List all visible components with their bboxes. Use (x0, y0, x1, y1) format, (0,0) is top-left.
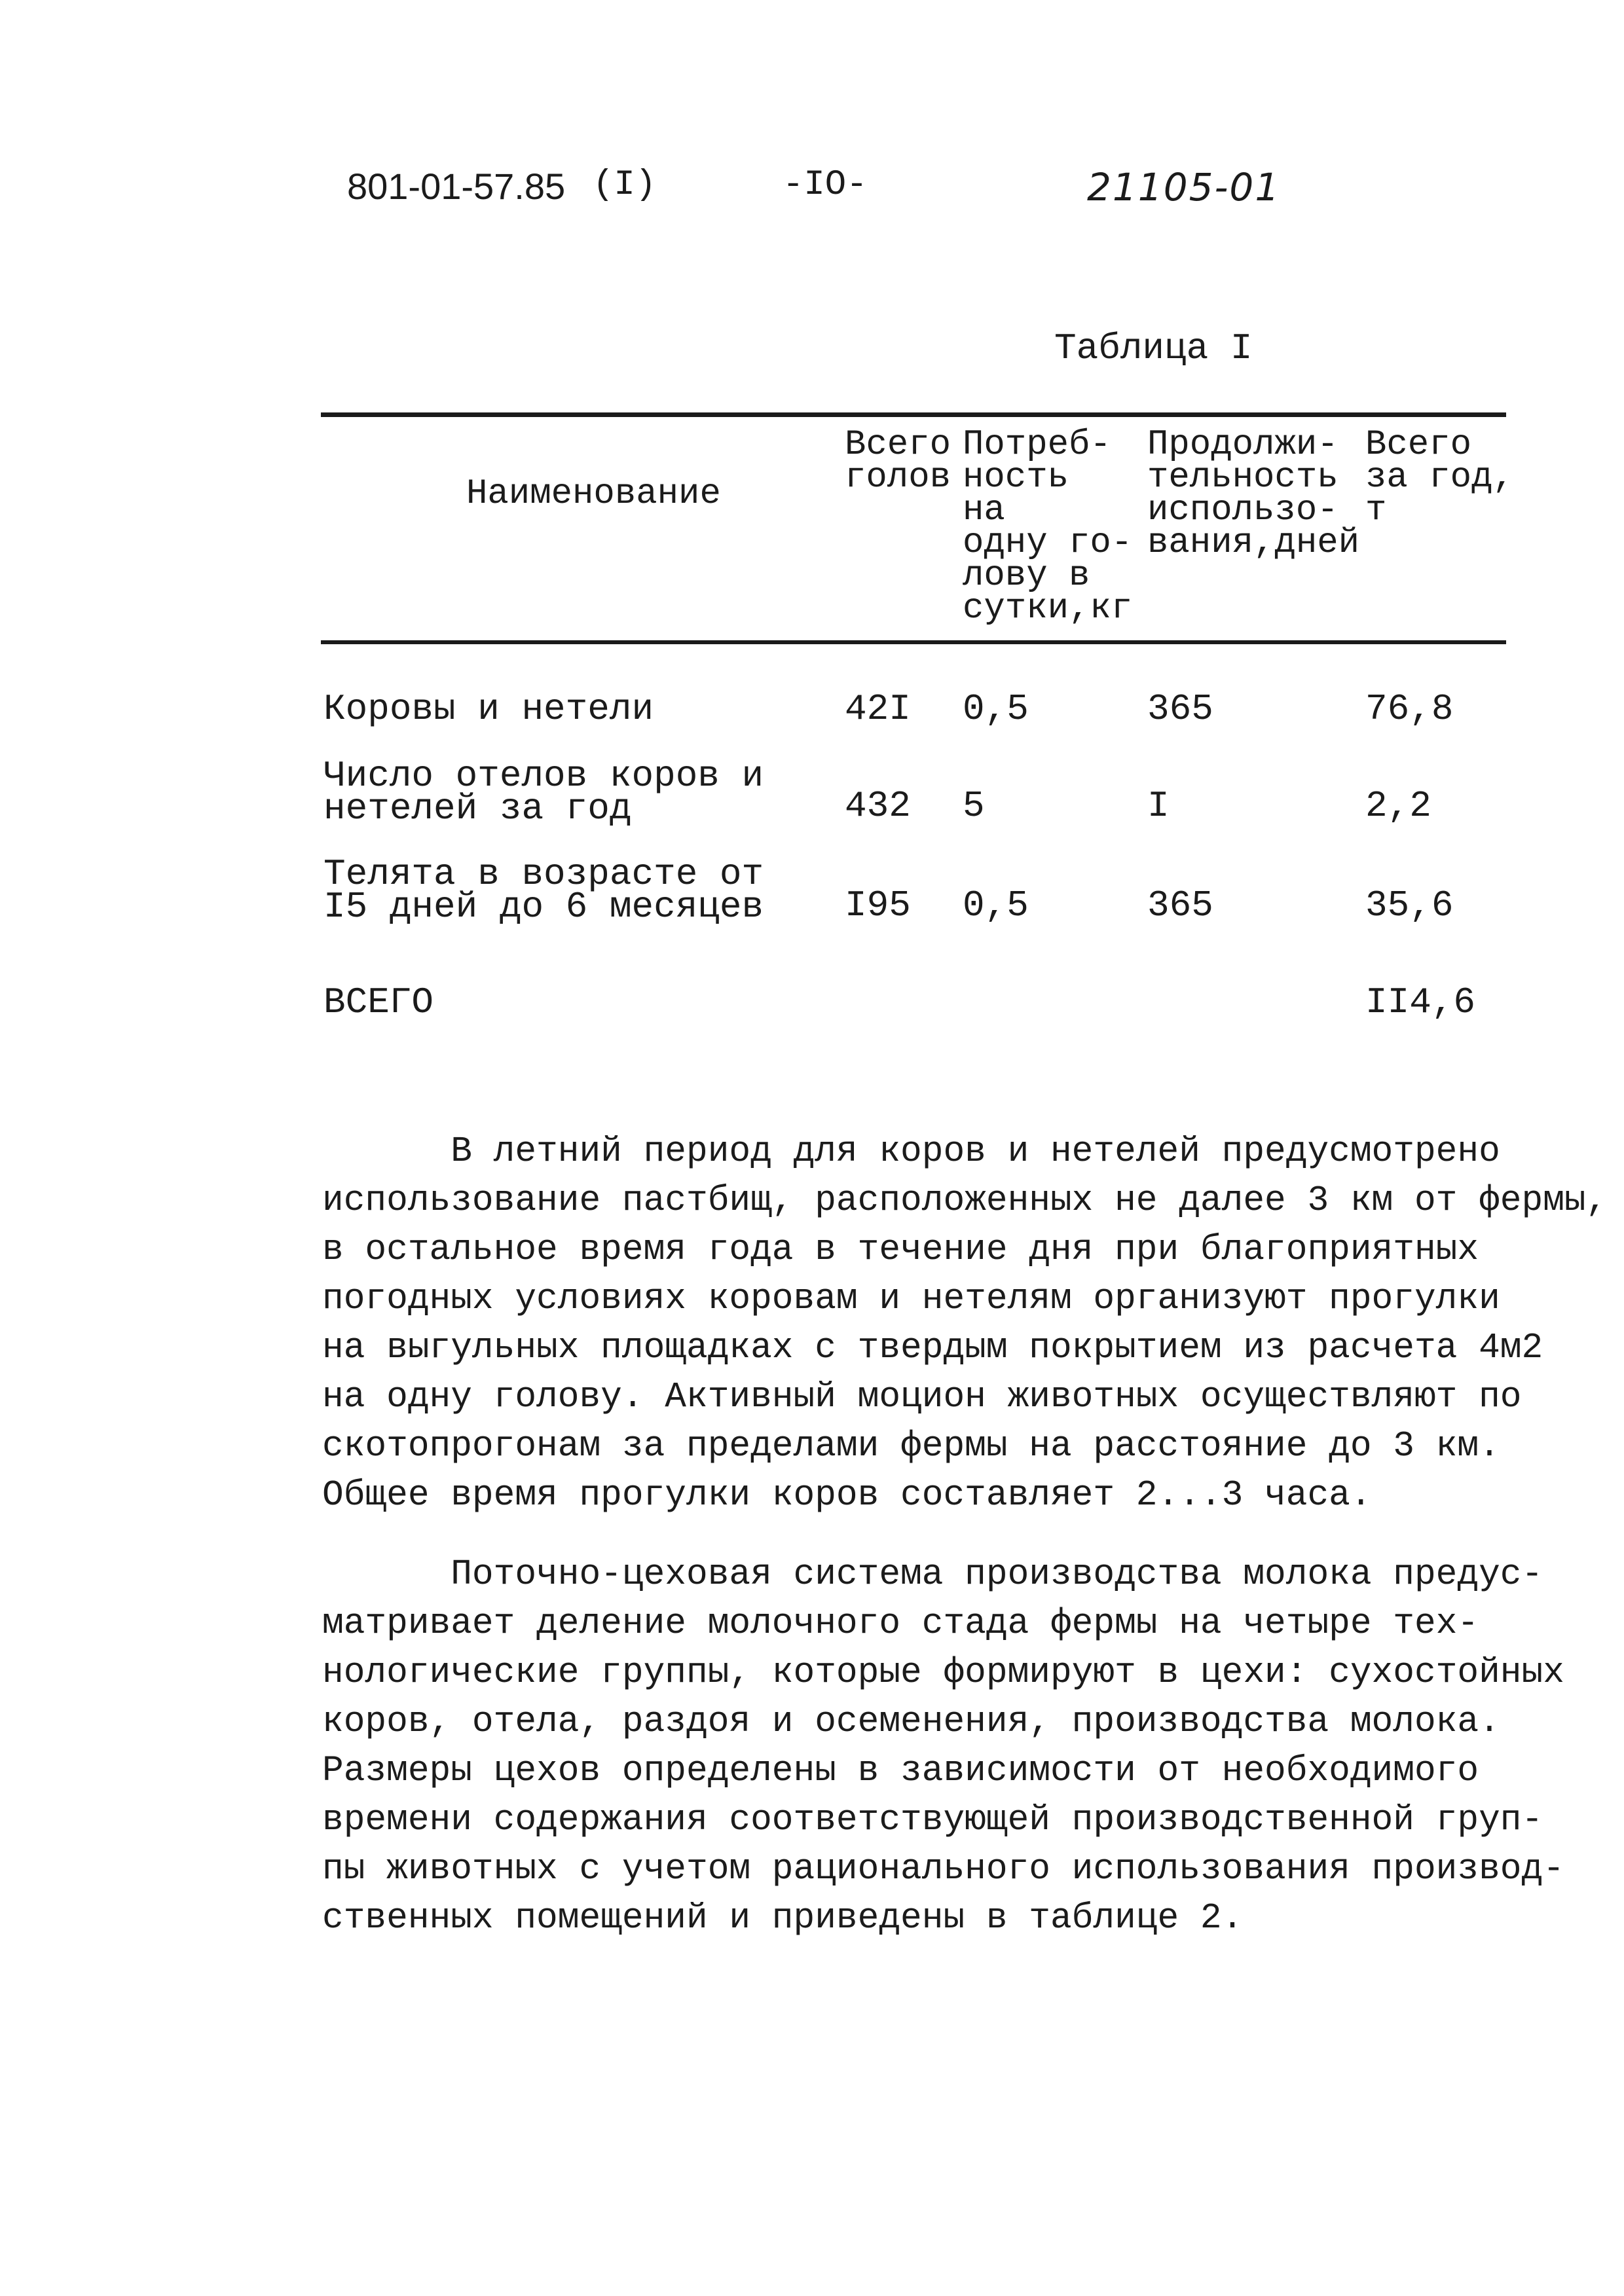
page-number: -IO- (783, 165, 868, 205)
handwritten-code: 21105-01 (1087, 165, 1281, 210)
row-name: Число отелов коров и нетелей за год (323, 755, 764, 829)
table-header-rule (321, 640, 1506, 644)
row-total: 2,2 (1365, 785, 1431, 827)
total-value: II4,6 (1365, 981, 1476, 1023)
paragraph-pasture: В летний период для коров и нетелей предусмотрено использование пастбищ, расположенных не далее 3 км от фермы, в остальное время года в течение дня при благоприятных погодных условиях коровам и нетелям организуют прогулки на выгульных площадках с твердым покрытием из расчета 4м2 на одну голову. Активный моцион животных осуществляют по скотопрогонам за пределами фермы на расстояние до 3 км. Общее время прогулки коров составляет 2...3 часа. (322, 1132, 1608, 1516)
row-total: 35,6 (1365, 884, 1454, 926)
table-caption: Таблица I (1054, 327, 1253, 369)
row-days: 365 (1147, 688, 1213, 730)
row-name: Телята в возрасте от I5 дней до 6 месяцев (323, 853, 764, 928)
column-header-heads: Всего голов (845, 425, 951, 498)
row-norm: 0,5 (963, 884, 1029, 926)
row-days: 365 (1147, 884, 1213, 926)
row-name: Коровы и нетели (323, 688, 654, 730)
table-top-rule (321, 412, 1506, 417)
row-days: I (1147, 785, 1170, 827)
document-code: 801-01-57.85 (347, 166, 566, 207)
paragraph-workshop-system: Поточно-цеховая система производства молока предус- матривает деление молочного стада фермы на четыре тех- нологические группы, которые формируют в цехи: сухостойных коров, отела, раздоя и осеменения, производства молока. Размеры цехов определены в зависимости от необходимого времени содержания соответствующей производственной груп- пы животных с учетом рационального использования производ- ственных помещений и приведены в таблице 2. (322, 1555, 1564, 1939)
row-heads: 432 (845, 785, 911, 827)
column-header-norm: Потреб- ность на одну го- лову в сутки,кг (963, 425, 1133, 629)
row-norm: 5 (963, 785, 985, 827)
document-part: (I) (593, 165, 657, 205)
row-heads: I95 (845, 884, 911, 926)
column-header-days: Продолжи- тельность использо- вания,дней (1147, 425, 1360, 563)
row-total: 76,8 (1365, 688, 1454, 730)
column-header-total: Всего за год, т (1365, 425, 1514, 530)
total-label: ВСЕГО (323, 981, 434, 1023)
row-heads: 42I (845, 688, 911, 730)
column-header-name: Наименование (466, 474, 721, 514)
row-norm: 0,5 (963, 688, 1029, 730)
